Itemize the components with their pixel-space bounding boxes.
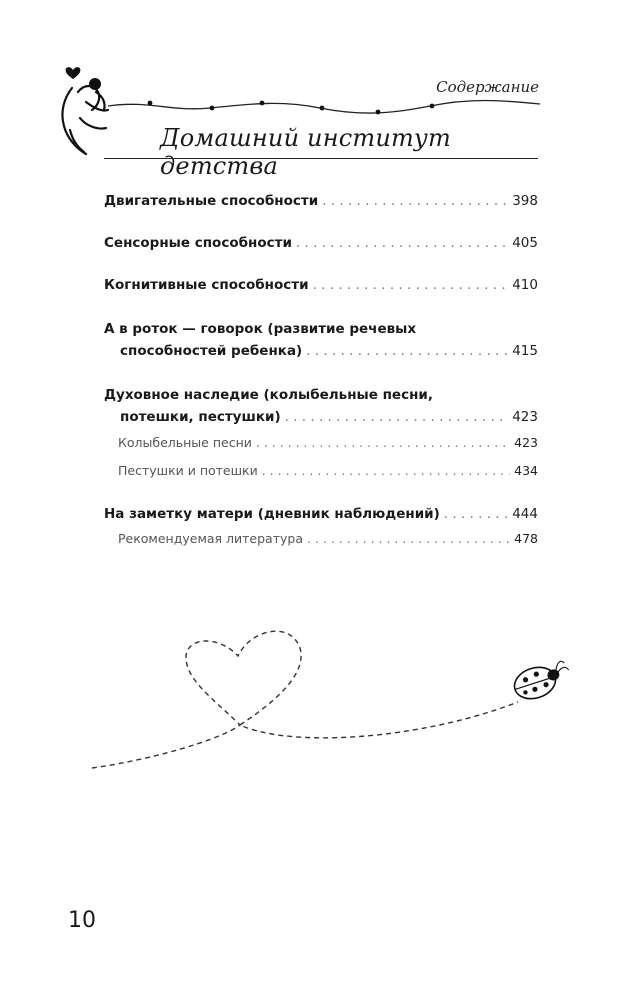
- toc-entry[interactable]: [104, 190, 538, 212]
- toc-entry[interactable]: [104, 274, 538, 296]
- leader-dots: [313, 274, 509, 296]
- toc-entry-title: Когнитивные способности: [104, 277, 309, 293]
- toc-entry-title-line1: Духовное наследие (колыбельные песни,: [104, 387, 434, 403]
- mother-child-icon: [62, 67, 108, 154]
- toc-entry-title-line2: способностей ребенка): [120, 343, 303, 359]
- leader-dots: [307, 528, 510, 550]
- toc-entry-page: 434: [514, 463, 538, 478]
- toc-entry[interactable]: [104, 384, 538, 428]
- toc-entry-title: Двигательные способности: [104, 193, 319, 209]
- toc-entry-title-line2: потешки, пестушки): [120, 409, 281, 425]
- leader-dots: [444, 503, 508, 525]
- toc-entry-page: 478: [514, 531, 538, 546]
- leader-dots: [256, 432, 510, 454]
- header-rule: [104, 158, 538, 159]
- book-title: Домашний институт детства: [160, 124, 452, 180]
- toc-entry-title-line1: А в роток — говорок (развитие речевых: [104, 321, 417, 337]
- toc-entry-page: 423: [514, 435, 538, 450]
- toc-entry-title: Пестушки и потешки: [118, 463, 258, 478]
- toc-entry-page: 410: [512, 277, 538, 293]
- toc-entry[interactable]: [104, 232, 538, 254]
- toc-entry-page: 405: [512, 235, 538, 251]
- toc-subentry[interactable]: [104, 528, 538, 550]
- toc-entry-page: 423: [512, 409, 538, 425]
- toc-entry-title: Сенсорные способности: [104, 235, 292, 251]
- leader-dots: [262, 460, 510, 482]
- toc-subentry[interactable]: [104, 432, 538, 454]
- page-number: 10: [68, 908, 96, 933]
- dashed-heart-path-icon: [92, 631, 518, 768]
- section-label: Содержание: [436, 78, 539, 96]
- toc-entry[interactable]: [104, 503, 538, 525]
- leader-dots: [296, 232, 508, 254]
- toc-subentry[interactable]: [104, 460, 538, 482]
- toc-entry-title: На заметку матери (дневник наблюдений): [104, 506, 440, 522]
- toc-entry-title: Колыбельные песни: [118, 435, 252, 450]
- toc-entry-title: Рекомендуемая литература: [118, 531, 303, 546]
- toc-entry-page: 415: [512, 343, 538, 359]
- ladybug-icon: [510, 658, 573, 704]
- toc-entry[interactable]: [104, 318, 538, 362]
- toc-entry-page: 398: [512, 193, 538, 209]
- leader-dots: [285, 406, 509, 428]
- toc-entry-page: 444: [512, 506, 538, 522]
- leader-dots: [322, 190, 508, 212]
- leader-dots: [306, 340, 508, 362]
